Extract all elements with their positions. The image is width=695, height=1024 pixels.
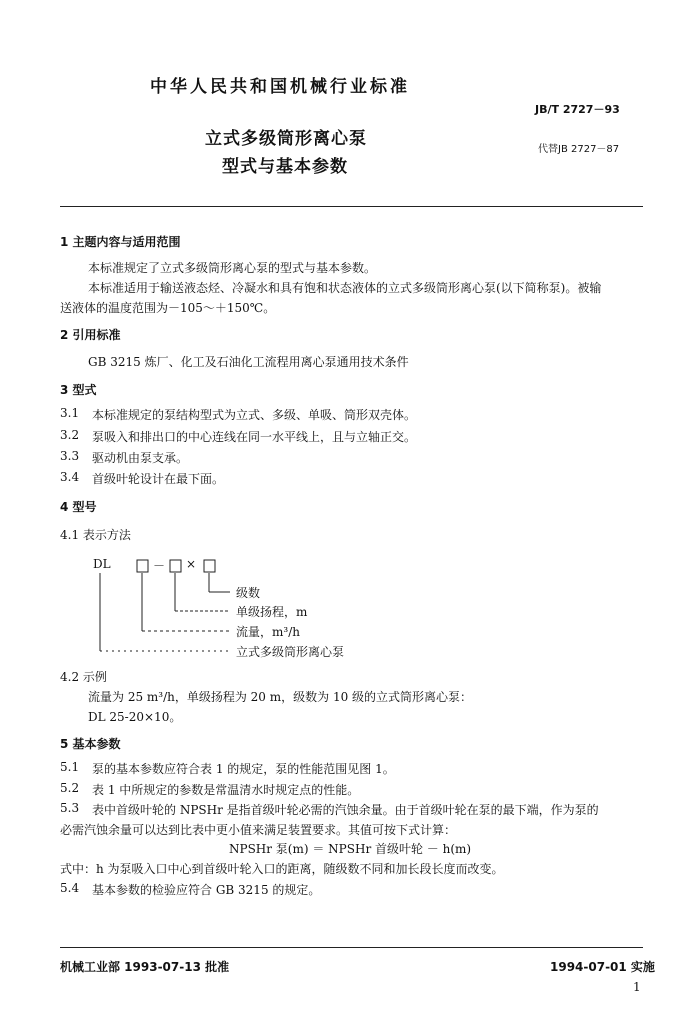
item-3-4-num: 3.4 — [60, 470, 80, 484]
subsection-4-2: 4.2 示例 — [60, 670, 107, 684]
section-4-heading: 4 型号 — [60, 500, 97, 514]
item-5-3-text-a: 表中首级叶轮的 NPSHr 是指首级叶轮必需的汽蚀余量。由于首级叶轮在泵的最下端，作为泵的 — [92, 803, 599, 817]
approval-note: 机械工业部 1993-07-13 批准 — [60, 960, 230, 974]
item-3-2-text: 泵吸入和排出口的中心连线在同一水平线上，且与立轴正交。 — [92, 430, 417, 444]
item-3-3-num: 3.3 — [60, 449, 80, 463]
diagram-prefix: DL — [93, 557, 111, 571]
example-line-2: DL 25-20×10。 — [88, 710, 182, 724]
item-5-2-text: 表 1 中所规定的参数是常温清水时规定点的性能。 — [92, 783, 360, 797]
item-5-3-text-b: 必需汽蚀余量可以达到比表中更小值来满足装置要求。其值可按下式计算： — [60, 823, 457, 837]
subsection-4-1: 4.1 表示方法 — [60, 528, 131, 542]
npshr-formula: NPSHr 泵(m) ＝ NPSHr 首级叶轮 － h(m) — [229, 842, 472, 856]
label-type: 立式多级筒形离心泵 — [236, 645, 345, 659]
org-title: 中华人民共和国机械行业标准 — [150, 77, 410, 97]
item-3-3-text: 驱动机由泵支承。 — [92, 451, 189, 465]
head-box — [170, 560, 181, 572]
flow-box — [137, 560, 148, 572]
item-3-4-text: 首级叶轮设计在最下面。 — [92, 472, 225, 486]
item-5-3-text-c: 式中：h 为泵吸入口中心到首级叶轮入口的距离，随级数不同和加长段长度而改变。 — [60, 862, 504, 876]
effective-date: 1994-07-01 实施 — [550, 960, 655, 974]
replaces-note: 代替JB 2727－87 — [538, 144, 620, 155]
item-5-4-num: 5.4 — [60, 881, 80, 895]
section-1-para-1: 本标准规定了立式多级筒形离心泵的型式与基本参数。 — [88, 261, 377, 275]
footer-rule — [60, 947, 643, 948]
item-5-1-num: 5.1 — [60, 760, 80, 774]
section-5-heading: 5 基本参数 — [60, 737, 121, 751]
stages-box — [204, 560, 215, 572]
diagram-dash: － — [153, 559, 166, 573]
label-stages: 级数 — [236, 586, 261, 600]
title-line-1: 立式多级筒形离心泵 — [205, 129, 367, 149]
item-3-1-text: 本标准规定的泵结构型式为立式、多级、单吸、筒形双壳体。 — [92, 408, 417, 422]
label-flow: 流量，m³/h — [236, 625, 300, 639]
reference-standard: GB 3215 炼厂、化工及石油化工流程用离心泵通用技术条件 — [88, 355, 409, 369]
section-1-heading: 1 主题内容与适用范围 — [60, 235, 181, 249]
title-line-2: 型式与基本参数 — [222, 157, 348, 177]
item-5-1-text: 泵的基本参数应符合表 1 的规定，泵的性能范围见图 1。 — [92, 762, 395, 776]
page-number: 1 — [633, 980, 641, 994]
label-head: 单级扬程，m — [236, 605, 308, 619]
example-line-1: 流量为 25 m³/h，单级扬程为 20 m，级数为 10 级的立式筒形离心泵： — [88, 690, 473, 704]
item-5-2-num: 5.2 — [60, 781, 80, 795]
section-1-para-2b: 送液体的温度范围为－105～＋150℃。 — [60, 301, 276, 315]
item-3-1-num: 3.1 — [60, 406, 80, 420]
section-1-para-2a: 本标准适用于输送液态烃、冷凝水和具有饱和状态液体的立式多级筒形离心泵(以下简称泵)。被输 — [88, 281, 602, 295]
section-2-heading: 2 引用标准 — [60, 328, 121, 342]
item-5-3-num: 5.3 — [60, 801, 80, 815]
diagram-times: × — [186, 557, 197, 571]
section-3-heading: 3 型式 — [60, 383, 97, 397]
standard-number: JB/T 2727－93 — [535, 103, 620, 116]
item-5-4-text: 基本参数的检验应符合 GB 3215 的规定。 — [92, 883, 321, 897]
item-3-2-num: 3.2 — [60, 428, 80, 442]
